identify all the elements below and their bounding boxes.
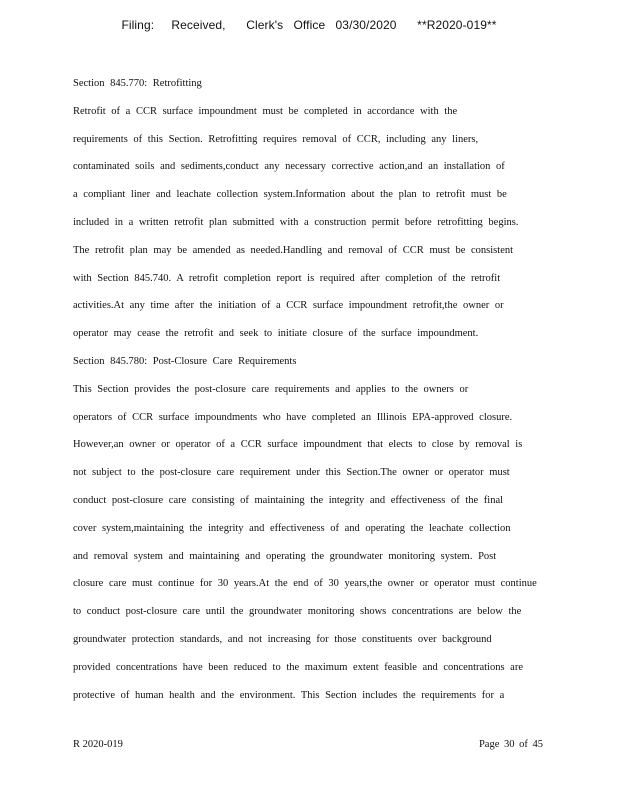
text-line: operators of CCR surface impoundments who have completed an Illinois EPA-approved closure. (73, 411, 513, 423)
filing-header: Filing: Received, Clerk's Office 03/30/2020 **R2020-019** (121, 18, 497, 32)
section-heading: Section 845.780: Post-Closure Care Requirements (73, 355, 297, 367)
text-line: a compliant liner and leachate collection system.Information about the plan to retrofit must be (73, 189, 507, 201)
text-line: groundwater protection standards, and not increasing for those constituents over background (73, 633, 492, 645)
text-line: The retrofit plan may be amended as needed.Handling and removal of CCR must be consistent (73, 244, 514, 256)
text-line: operator may cease the retrofit and seek to initiate closure of the surface impoundment. (73, 328, 479, 340)
docket-number: R 2020-019 (73, 739, 123, 750)
text-line: protective of human health and the environment. This Section includes the requirements for a (73, 689, 505, 701)
text-line: included in a written retrofit plan submitted with a construction permit before retrofitting begins. (73, 216, 519, 228)
text-line: with Section 845.740. A retrofit completion report is required after completion of the retrofit (73, 272, 501, 284)
text-line: and removal system and maintaining and operating the groundwater monitoring system. Post (73, 550, 497, 562)
text-line: not subject to the post-closure care requirement under this Section.The owner or operator must (73, 467, 510, 479)
text-line: Retrofit of a CCR surface impoundment must be completed in accordance with the (73, 105, 458, 117)
page-number: Page 30 of 45 (478, 739, 543, 750)
text-line: This Section provides the post-closure care requirements and applies to the owners or (73, 383, 469, 395)
text-line: cover system,maintaining the integrity and effectiveness of and operating the leachate collection (73, 522, 511, 534)
text-line: provided concentrations have been reduced to the maximum extent feasible and concentrations are (73, 661, 524, 673)
text-line: activities.At any time after the initiation of a CCR surface impoundment retrofit,the owner or (73, 300, 504, 312)
text-line: However,an owner or operator of a CCR surface impoundment that elects to close by removal is (73, 439, 523, 451)
text-line: closure care must continue for 30 years.At the end of 30 years,the owner or operator must continue (73, 578, 537, 590)
document-body (73, 70, 547, 709)
text-line: conduct post-closure care consisting of maintaining the integrity and effectiveness of the final (73, 494, 504, 506)
text-line: to conduct post-closure care until the groundwater monitoring shows concentrations are below the (73, 606, 522, 618)
text-line: contaminated soils and sediments,conduct any necessary corrective action,and an installation of (73, 161, 505, 173)
text-line: requirements of this Section. Retrofitting requires removal of CCR, including any liners, (73, 133, 479, 145)
text-line: Section 845.770: Retrofitting (73, 78, 202, 89)
